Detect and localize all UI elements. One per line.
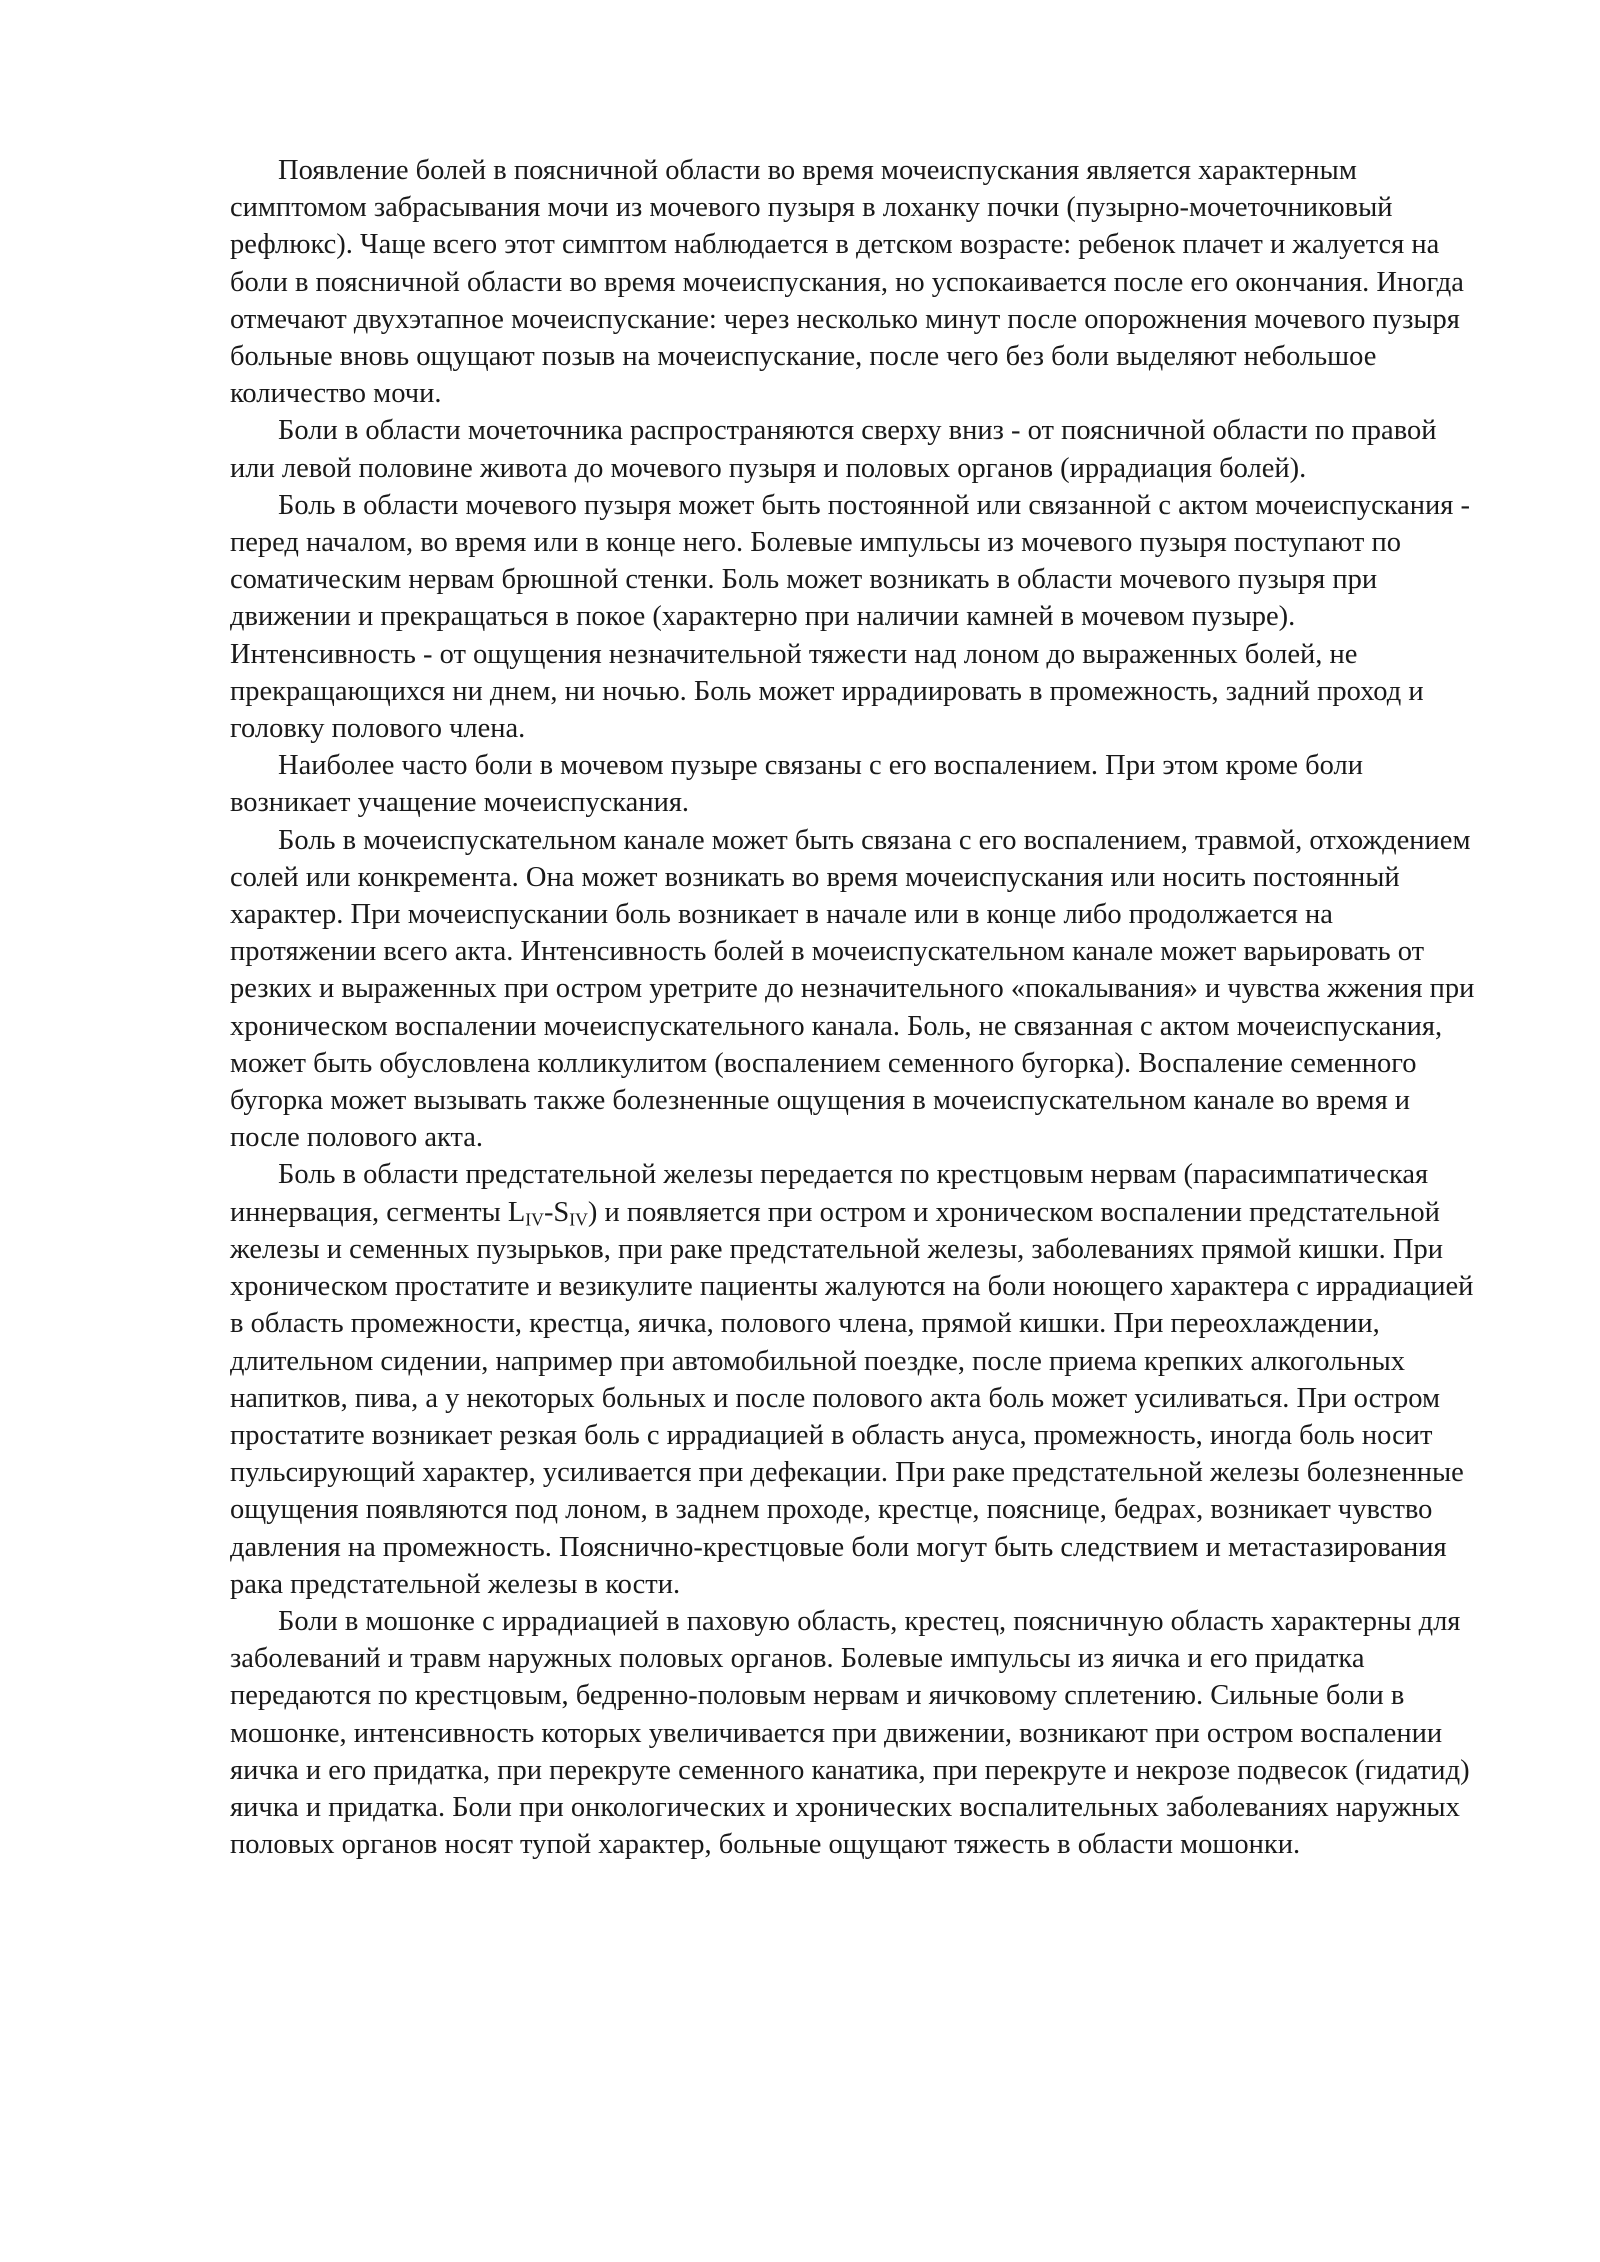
subscript-s-segment: IV [569, 1209, 588, 1230]
document-body [230, 152, 1482, 1863]
prostate-text-end: ) и появляется при остром и хроническом воспалении предстательной железы и семенных пузырьков, при раке предстательной железы, заболеваниях прямой кишки. При хроническом простатите и везикулите пациенты жалуются на боли ноющего характера с иррадиацией в область промежности, крестца, яичка, полового члена, прямой кишки. При переохлаждении, длительном сидении, например при автомобильной поездке, после приема крепких алкогольных напитков, пива, а у некоторых больных и после полового акта боль может усиливаться. При остром простатите возникает резкая боль с иррадиацией в область ануса, промежность, иногда боль носит пульсирующий характер, усиливается при дефекации. При раке предстательной железы болезненные ощущения появляются под лоном, в заднем проходе, крестце, пояснице, бедрах, возникает чувство давления на промежность. Пояснично-крестцовые боли могут быть следствием и метастазирования рака предстательной железы в кости. [230, 1196, 1474, 1600]
paragraph-prostate-pain [230, 1156, 1482, 1602]
prostate-text-mid: -S [543, 1196, 570, 1228]
paragraph-urethra-pain: Боль в мочеиспускательном канале может быть связана с его воспалением, травмой, отхождением солей или конкремента. Она может возникать во время мочеиспускания или носить постоянный характер. При мочеиспускании боль возникает в начале или в конце либо продолжается на протяжении всего акта. Интенсивность болей в мочеиспускательном канале может варьировать от резких и выраженных при остром уретрите до незначительного «покалывания» и чувства жжения при хроническом воспалении мочеиспускательного канала. Боль, не связанная с актом мочеиспускания, может быть обусловлена колликулитом (воспалением семенного бугорка). Воспаление семенного бугорка может вызывать также болезненные ощущения в мочеиспускательном канале во время и после полового акта. [230, 824, 1475, 1154]
paragraph-scrotum-pain: Боли в мошонке с иррадиацией в паховую область, крестец, поясничную область характерны для заболеваний и травм наружных половых органов. Болевые импульсы из яичка и его придатка передаются по крестцовым, бедренно-половым нервам и яичковому сплетению. Сильные боли в мошонке, интенсивность которых увеличивается при движении, возникают при остром воспалении яичка и его придатка, при перекруте семенного канатика, при перекруте и некрозе подвесок (гидатид) яичка и придатка. Боли при онкологических и хронических воспалительных заболеваниях наружных половых органов носят тупой характер, больные ощущают тяжесть в области мошонки. [230, 1605, 1470, 1861]
prostate-text-start: Боль в области предстательной железы передается по крестцовым нервам (парасимпатическая иннервация, сегменты L [230, 1159, 1429, 1228]
paragraph-lumbar-pain: Появление болей в поясничной области во время мочеиспускания является характерным симптомом забрасывания мочи из мочевого пузыря в лоханку почки (пузырно-мочеточниковый рефлюкс). Чаще всего этот симптом наблюдается в детском возрасте: ребенок плачет и жалуется на боли в поясничной области во время мочеиспускания, но успокаивается после его окончания. Иногда отмечают двухэтапное мочеиспускание: через несколько минут после опорожнения мочевого пузыря больные вновь ощущают позыв на мочеиспускание, после чего без боли выделяют небольшое количество мочи. [230, 155, 1464, 410]
paragraph-bladder-inflammation: Наиболее часто боли в мочевом пузыре связаны с его воспалением. При этом кроме боли возникает учащение мочеиспускания. [230, 750, 1363, 819]
paragraph-ureter-pain: Боли в области мочеточника распространяются сверху вниз - от поясничной области по правой или левой половине живота до мочевого пузыря и половых органов (иррадиация болей). [230, 415, 1437, 484]
paragraph-bladder-pain: Боль в области мочевого пузыря может быть постоянной или связанной с актом мочеиспускания - перед началом, во время или в конце него. Болевые импульсы из мочевого пузыря поступают по соматическим нервам брюшной стенки. Боль может возникать в области мочевого пузыря при движении и прекращаться в покое (характерно при наличии камней в мочевом пузыре). Интенсивность - от ощущения незначительной тяжести над лоном до выраженных болей, не прекращающихся ни днем, ни ночью. Боль может иррадиировать в промежность, задний проход и головку полового члена. [230, 489, 1471, 745]
subscript-l-segment: IV [525, 1209, 544, 1230]
